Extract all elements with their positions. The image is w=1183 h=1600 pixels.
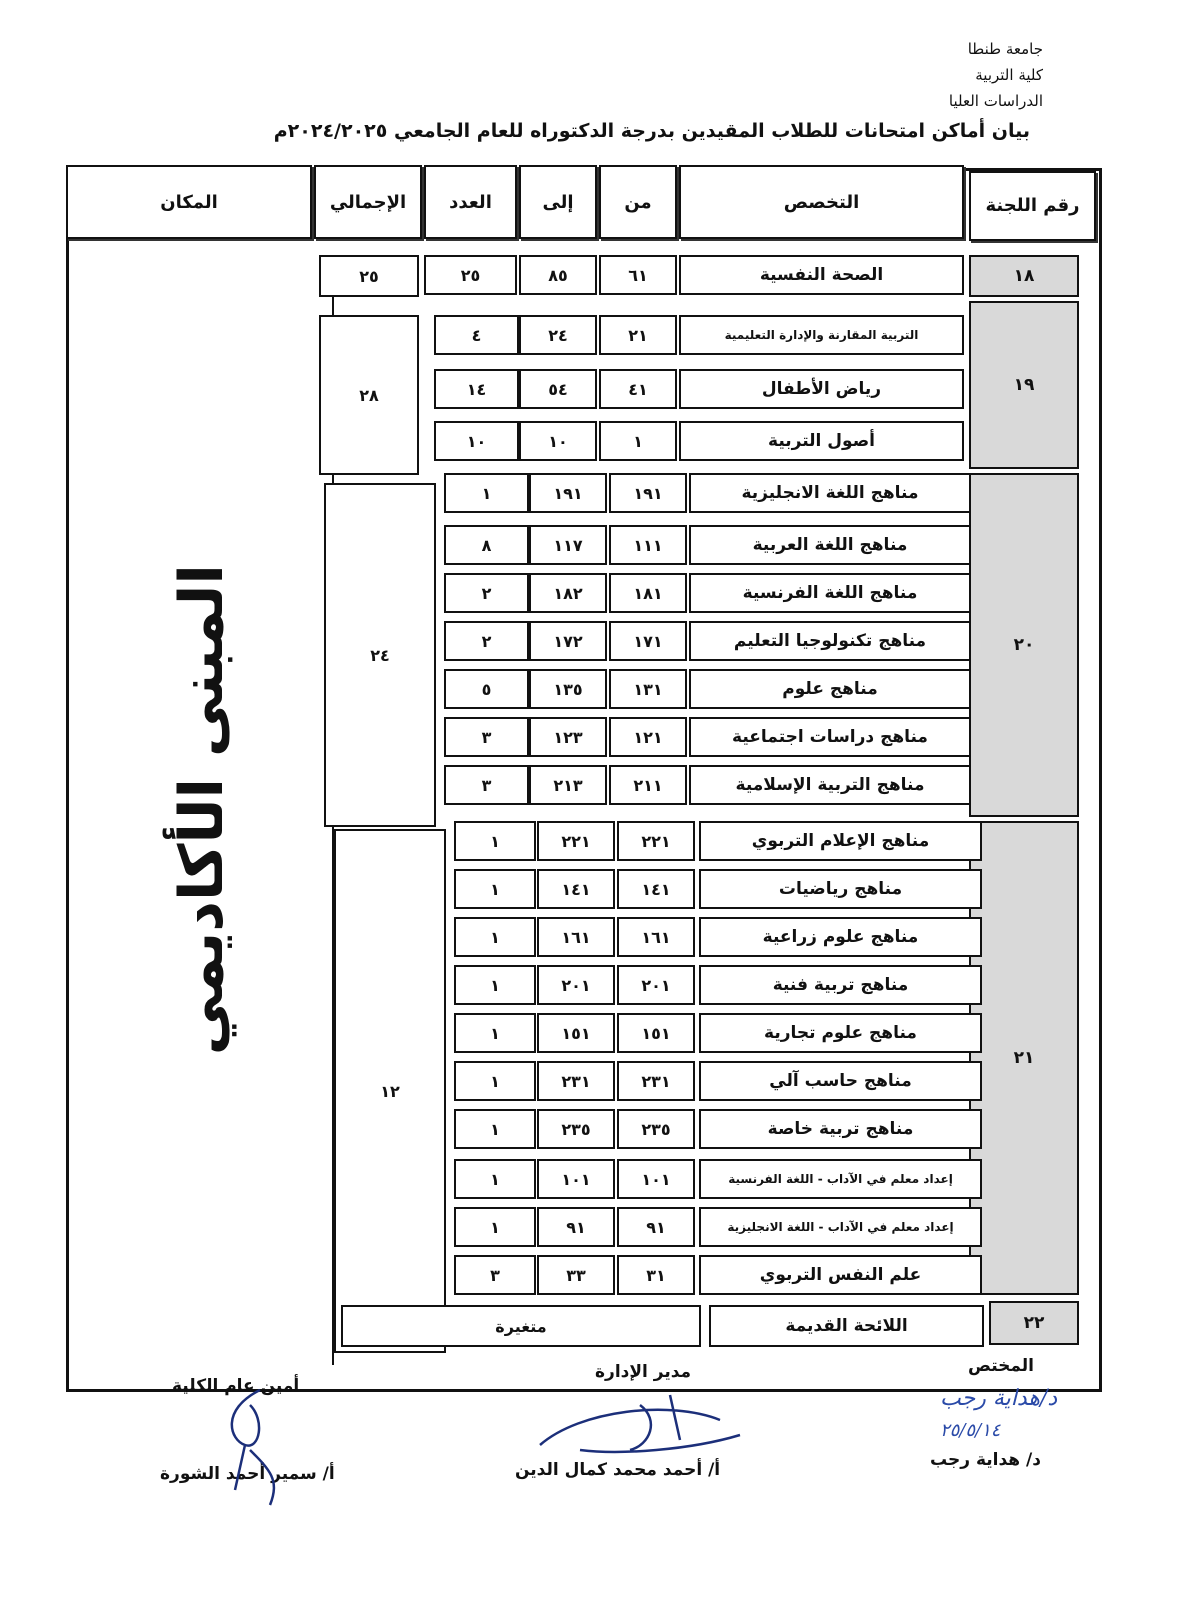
to-cell: ١٠ xyxy=(519,421,597,461)
from-cell: ١٨١ xyxy=(609,573,687,613)
spec-cell: مناهج التربية الإسلامية xyxy=(689,765,971,805)
spec-cell: مناهج علوم تجارية xyxy=(699,1013,982,1053)
department-name: الدراسات العليا xyxy=(948,92,1043,110)
header-committee: رقم اللجنة xyxy=(969,171,1096,241)
page-title: بيان أماكن امتحانات للطلاب المقيدين بدرجة الدكتوراه للعام الجامعي ٢٠٢٤/٢٠٢٥م xyxy=(273,120,1030,142)
from-cell: ١٩١ xyxy=(609,473,687,513)
from-cell: ٢١ xyxy=(599,315,677,355)
spec-cell: رياض الأطفال xyxy=(679,369,964,409)
spec-cell: مناهج دراسات اجتماعية xyxy=(689,717,971,757)
to-cell: ٢٣٥ xyxy=(537,1109,615,1149)
spec-cell: أصول التربية xyxy=(679,421,964,461)
exam-locations-table xyxy=(66,168,1102,1392)
to-cell: ١٢٣ xyxy=(529,717,607,757)
count-cell: ١ xyxy=(454,1109,536,1149)
total-19: ٢٨ xyxy=(319,315,419,475)
spec-cell: مناهج حاسب آلي xyxy=(699,1061,982,1101)
count-cell: ٣ xyxy=(444,765,529,805)
count-cell: ١ xyxy=(454,869,536,909)
from-cell: ١٢١ xyxy=(609,717,687,757)
count-cell: ١٠ xyxy=(434,421,519,461)
from-cell: ١١١ xyxy=(609,525,687,565)
to-cell: ١٤١ xyxy=(537,869,615,909)
from-cell: ١٦١ xyxy=(617,917,695,957)
to-cell: ١٣٥ xyxy=(529,669,607,709)
institution-header xyxy=(743,36,1043,114)
committee-20: ٢٠ xyxy=(969,473,1079,817)
to-cell: ٢٠١ xyxy=(537,965,615,1005)
specialist-name: د/ هداية رجب xyxy=(930,1450,1041,1470)
count-cell: ١ xyxy=(454,1207,536,1247)
specialist-handwriting: د/هداية رجب xyxy=(940,1386,1058,1411)
spec-cell: التربية المقارنة والإدارة التعليمية xyxy=(679,315,964,355)
spec-cell: مناهج تكنولوجيا التعليم xyxy=(689,621,971,661)
to-cell: ٢٢١ xyxy=(537,821,615,861)
from-cell: ٢٣١ xyxy=(617,1061,695,1101)
count-cell: ١ xyxy=(444,473,529,513)
count-cell: ١ xyxy=(454,917,536,957)
spec-cell: مناهج علوم xyxy=(689,669,971,709)
from-cell: ٢٣٥ xyxy=(617,1109,695,1149)
spec-cell: مناهج تربية فنية xyxy=(699,965,982,1005)
count-cell: ٤ xyxy=(434,315,519,355)
from-cell: ١٠١ xyxy=(617,1159,695,1199)
to-cell: ٢٤ xyxy=(519,315,597,355)
count-cell: ١ xyxy=(454,1061,536,1101)
director-name: أ/ أحمد محمد كمال الدين xyxy=(515,1460,721,1480)
from-cell: ٤١ xyxy=(599,369,677,409)
committee-18: ١٨ xyxy=(969,255,1079,297)
from-cell: ٦١ xyxy=(599,255,677,295)
to-cell: ١٠١ xyxy=(537,1159,615,1199)
committee-22: ٢٢ xyxy=(989,1301,1079,1345)
from-cell: ٢١١ xyxy=(609,765,687,805)
to-cell: ١١٧ xyxy=(529,525,607,565)
specialist-title: المختص xyxy=(968,1356,1034,1376)
from-cell: ١٧١ xyxy=(609,621,687,661)
spec-cell: الصحة النفسية xyxy=(679,255,964,295)
total-21: ١٢ xyxy=(334,829,446,1353)
director-signature-mark xyxy=(520,1390,760,1470)
secretary-signature-mark xyxy=(190,1380,310,1510)
spec-cell: مناهج اللغة الفرنسية xyxy=(689,573,971,613)
count-cell: ٣ xyxy=(454,1255,536,1295)
university-name: جامعة طنطا xyxy=(967,40,1043,58)
to-cell: ٩١ xyxy=(537,1207,615,1247)
count-cell: ٨ xyxy=(444,525,529,565)
director-title: مدير الإدارة xyxy=(595,1362,692,1382)
count-cell: ١ xyxy=(454,1159,536,1199)
spec-cell: مناهج اللغة الانجليزية xyxy=(689,473,971,513)
header-place: المكان xyxy=(66,165,312,239)
to-cell: ٢٣١ xyxy=(537,1061,615,1101)
committee-19: ١٩ xyxy=(969,301,1079,469)
to-cell: ١٥١ xyxy=(537,1013,615,1053)
faculty-name: كلية التربية xyxy=(975,66,1043,84)
from-cell: ٣١ xyxy=(617,1255,695,1295)
total-18: ٢٥ xyxy=(319,255,419,297)
count-cell: ٥ xyxy=(444,669,529,709)
from-cell: ٢٠١ xyxy=(617,965,695,1005)
from-cell: ١ xyxy=(599,421,677,461)
spec-cell: علم النفس التربوي xyxy=(699,1255,982,1295)
to-cell: ٥٤ xyxy=(519,369,597,409)
to-cell: ٣٣ xyxy=(537,1255,615,1295)
secretary-name: أ/ سمير أحمد الشورة xyxy=(160,1464,335,1484)
from-cell: ٩١ xyxy=(617,1207,695,1247)
from-cell: ١٣١ xyxy=(609,669,687,709)
count-cell: ١ xyxy=(454,821,536,861)
count-cell: ٢ xyxy=(444,573,529,613)
count-cell: ١٤ xyxy=(434,369,519,409)
spec-cell: مناهج رياضيات xyxy=(699,869,982,909)
total-20: ٢٤ xyxy=(324,483,436,827)
header-count: العدد xyxy=(424,165,517,239)
from-cell: ١٤١ xyxy=(617,869,695,909)
secretary-title: أمين عام الكلية xyxy=(172,1376,300,1396)
header-from: من xyxy=(599,165,677,239)
committee-21: ٢١ xyxy=(969,821,1079,1295)
spec-cell: إعداد معلم في الآداب - اللغة الانجليزية xyxy=(699,1207,982,1247)
specialist-date: ٢٥/٥/١٤ xyxy=(940,1420,1001,1441)
spec-cell: مناهج تربية خاصة xyxy=(699,1109,982,1149)
total-22: متغيرة xyxy=(341,1305,701,1347)
spec-row-old-regulation: اللائحة القديمة xyxy=(709,1305,984,1347)
to-cell: ٢١٣ xyxy=(529,765,607,805)
place-value: المبنى الأكاديمي xyxy=(167,564,237,1056)
place-cell xyxy=(72,255,334,1365)
from-cell: ٢٢١ xyxy=(617,821,695,861)
count-cell: ٢٥ xyxy=(424,255,517,295)
spec-cell: مناهج الإعلام التربوي xyxy=(699,821,982,861)
count-cell: ١ xyxy=(454,1013,536,1053)
count-cell: ٣ xyxy=(444,717,529,757)
header-specialization: التخصص xyxy=(679,165,964,239)
to-cell: ١٩١ xyxy=(529,473,607,513)
spec-cell: إعداد معلم في الآداب - اللغة الفرنسية xyxy=(699,1159,982,1199)
count-cell: ١ xyxy=(454,965,536,1005)
spec-cell: مناهج اللغة العربية xyxy=(689,525,971,565)
to-cell: ١٦١ xyxy=(537,917,615,957)
to-cell: ١٨٢ xyxy=(529,573,607,613)
spec-cell: مناهج علوم زراعية xyxy=(699,917,982,957)
to-cell: ٨٥ xyxy=(519,255,597,295)
to-cell: ١٧٢ xyxy=(529,621,607,661)
count-cell: ٢ xyxy=(444,621,529,661)
header-to: إلى xyxy=(519,165,597,239)
from-cell: ١٥١ xyxy=(617,1013,695,1053)
header-total: الإجمالي xyxy=(314,165,422,239)
